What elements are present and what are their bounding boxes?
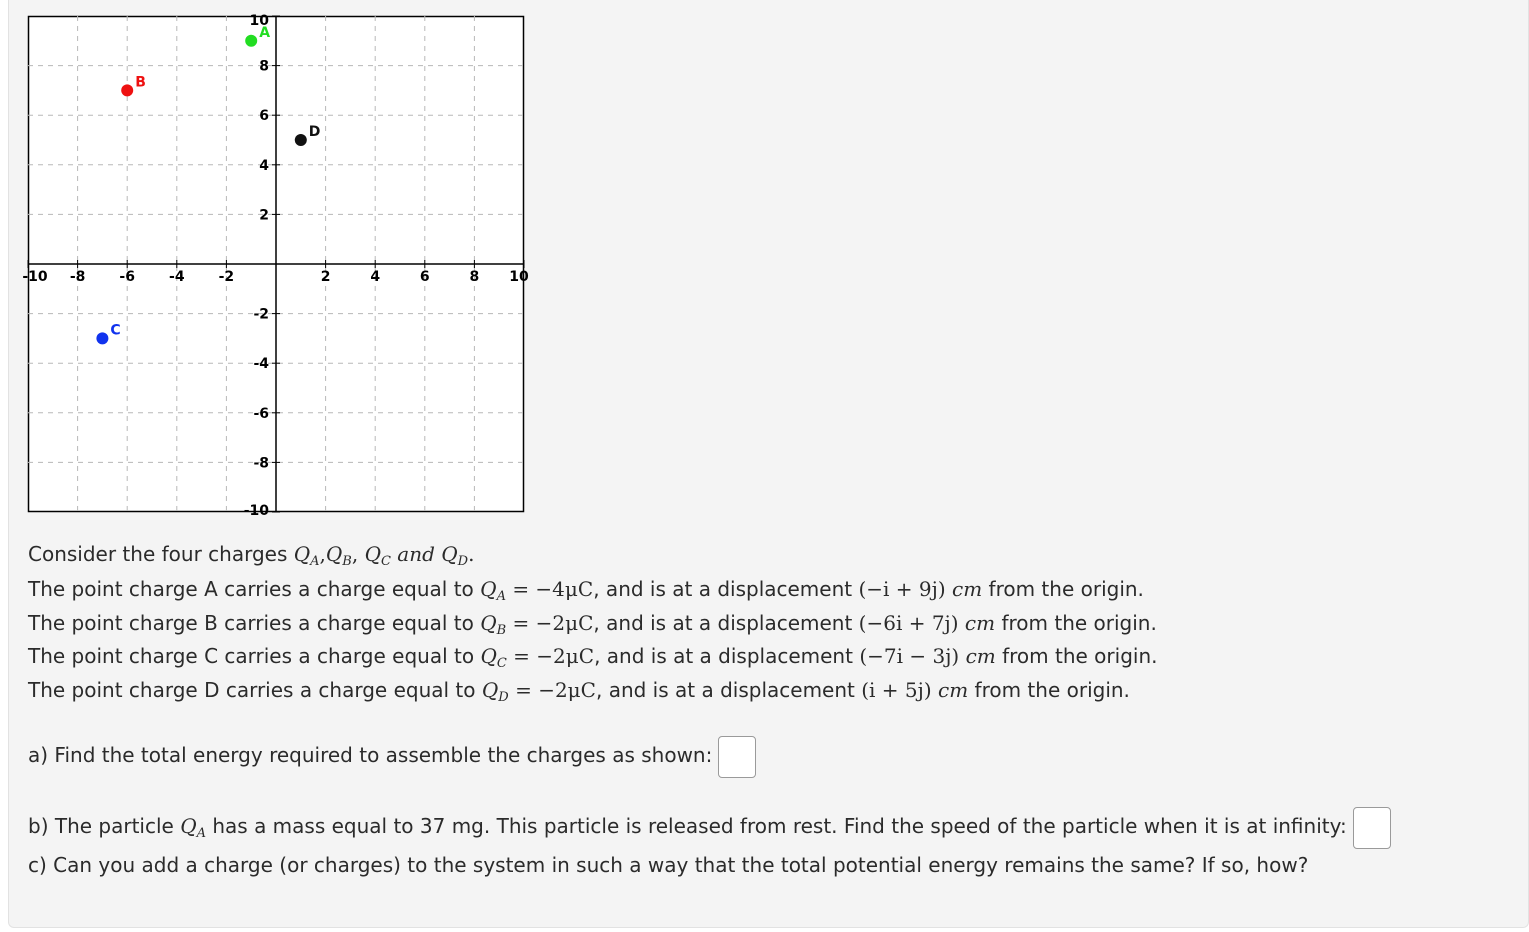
charge-value: = −2μC: [512, 611, 594, 635]
charge-text: The point charge D carries a charge equal to: [28, 678, 482, 702]
charge-text: from the origin.: [968, 678, 1130, 702]
displacement: (−i + 9j): [858, 577, 946, 601]
charge-text: The point charge A carries a charge equal to: [28, 577, 481, 601]
charge-sub: C: [496, 656, 507, 671]
charge-sub: A: [496, 589, 506, 604]
x-tick-label: 4: [370, 269, 381, 285]
charge-value: = −2μC: [513, 644, 595, 668]
x-tick-label: 2: [320, 269, 331, 285]
charge-point-b: [121, 84, 133, 96]
x-tick-label: -8: [69, 269, 86, 285]
y-tick-label: -6: [253, 405, 269, 422]
charge-label-b: B: [135, 74, 146, 91]
period: .: [468, 542, 475, 566]
x-tick-label: -4: [169, 269, 185, 285]
question-b-text: b) The particle: [28, 814, 181, 838]
charge-sub: B: [496, 623, 507, 638]
charge-label-c: C: [110, 322, 121, 339]
charge-value: = −2μC: [515, 678, 596, 702]
q-a-sub: A: [310, 554, 320, 569]
charge-text: from the origin.: [982, 577, 1144, 601]
question-a-text: a) Find the total energy required to assemble the charges as shown:: [28, 743, 713, 767]
charge-text: from the origin.: [995, 611, 1157, 635]
charge-point-c: [96, 332, 108, 344]
question-b-text: has a mass equal to 37 mg. This particle is released from rest. Find the speed of the particle when it is at infinity:: [206, 814, 1347, 838]
comma: ,: [319, 542, 326, 566]
unit: cm: [938, 678, 969, 702]
q-c-sub: C: [380, 554, 391, 569]
charge-text: from the origin.: [995, 644, 1158, 668]
question-c: [28, 853, 1308, 877]
y-tick-label: 4: [259, 157, 269, 174]
y-tick-label: -4: [253, 356, 269, 373]
comma: ,: [351, 542, 359, 566]
charge-point-d: [295, 134, 307, 146]
charge-text: The point charge B carries a charge equal to: [28, 611, 481, 635]
charge-label-a: A: [259, 24, 271, 41]
charge-line-c: [28, 644, 1157, 676]
x-tick-label: 10: [509, 269, 529, 285]
y-tick-label: 6: [259, 108, 269, 125]
x-tick-label: -10: [22, 269, 48, 285]
charge-text: , and is at a displacement: [595, 678, 862, 702]
question-a: [28, 734, 756, 778]
question-c-text: c) Can you add a charge (or charges) to the system in such a way that the total potential energy remains the same? If so, how?: [28, 853, 1309, 877]
y-tick-label: 10: [249, 13, 269, 29]
y-tick-label: -2: [253, 306, 269, 323]
charge-text: , and is at a displacement: [593, 611, 859, 635]
charge-value: = −4μC: [512, 577, 594, 601]
charge-symbol: Q: [480, 577, 497, 601]
charge-symbol: Q: [480, 611, 497, 635]
charge-text: The point charge C carries a charge equal to: [28, 644, 481, 668]
unit: cm: [952, 577, 983, 601]
x-tick-label: 6: [419, 269, 430, 285]
question-b: [28, 805, 1391, 855]
charge-line-b: [28, 611, 1157, 643]
charge-text: , and is at a displacement: [594, 644, 860, 668]
y-tick-label: -10: [243, 503, 269, 519]
charge-plot: [22, 13, 529, 519]
x-tick-label: -2: [218, 269, 235, 285]
y-tick-label: 8: [259, 58, 269, 75]
q-b-symbol: Q: [325, 542, 343, 566]
q-c-symbol: Q: [364, 542, 381, 566]
x-tick-label: -6: [119, 269, 135, 285]
charge-line-d: [28, 678, 1130, 710]
x-tick-label: 8: [469, 269, 480, 285]
unit: cm: [965, 644, 996, 668]
q-d-symbol: Q: [441, 542, 458, 566]
y-tick-label: 2: [259, 207, 269, 224]
displacement: (−6i + 7j): [858, 611, 959, 635]
charge-text: , and is at a displacement: [593, 577, 859, 601]
charge-label-d: D: [308, 124, 321, 140]
intro-text: Consider the four charges: [28, 542, 294, 566]
answer-b-input[interactable]: [1353, 807, 1391, 849]
charge-point-a: [245, 35, 257, 47]
q-b-sub: B: [342, 554, 352, 569]
charge-symbol: Q: [481, 678, 499, 702]
displacement: (−7i − 3j): [859, 644, 960, 668]
charge-symbol: Q: [480, 644, 497, 668]
displacement: (i + 5j): [861, 678, 932, 702]
q-d-sub: D: [457, 554, 469, 569]
unit: cm: [964, 611, 996, 635]
y-tick-label: -8: [253, 455, 269, 472]
charge-sub: D: [498, 690, 509, 705]
charge-line-a: [28, 577, 1144, 609]
q-a-symbol: Q: [293, 542, 311, 566]
q-a-sub: A: [196, 826, 206, 841]
intro-line: [28, 542, 474, 574]
q-a-symbol: Q: [180, 814, 197, 838]
and-word: and: [397, 542, 435, 566]
answer-a-input[interactable]: [718, 736, 756, 778]
